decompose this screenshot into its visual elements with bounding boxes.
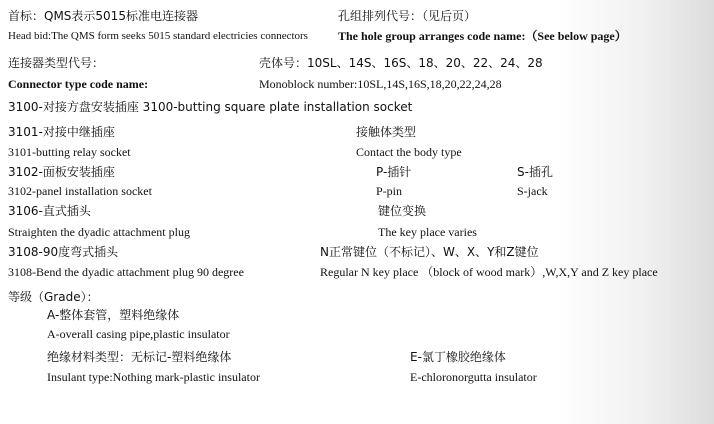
insulant-label-cn: 绝缘材料类型：无标记-塑料绝缘体 bbox=[47, 350, 232, 364]
type-3106-en: Straighten the dyadic attachment plug bbox=[8, 225, 190, 239]
key-normal-en: Regular N key place （block of wood mark）,W,X,Y and Z key place bbox=[320, 265, 658, 279]
connector-type-label-en: Connector type code name: bbox=[8, 77, 149, 91]
contact-s-en: S-jack bbox=[517, 184, 548, 198]
key-label-en: The key place varies bbox=[378, 225, 477, 239]
type-3102-en: 3102-panel installation socket bbox=[8, 184, 152, 198]
contact-s-cn: S-插孔 bbox=[517, 165, 553, 179]
shell-number-en: Monoblock number:10SL,14S,16S,18,20,22,24,28 bbox=[259, 77, 502, 91]
contact-p-cn: P-插针 bbox=[376, 165, 412, 179]
insulant-e-cn: E-氯丁橡胶绝缘体 bbox=[410, 350, 506, 364]
type-3106-cn: 3106-直式插头 bbox=[8, 204, 91, 218]
hole-group-en: The hole group arranges code name:（See below page） bbox=[338, 29, 627, 43]
shell-number-cn: 壳体号：10SL、14S、16S、18、20、22、24、28 bbox=[259, 56, 543, 70]
contact-label-en: Contact the body type bbox=[356, 145, 462, 159]
title-cn: 首标：QMS表示5015标准电连接器 bbox=[8, 9, 198, 23]
insulant-e-en: E-chloronorgutta insulator bbox=[410, 370, 537, 384]
title-en: Head bid:The QMS form seeks 5015 standard electricies connectors bbox=[8, 30, 308, 42]
type-3100: 3100-对接方盘安装插座 3100-butting square plate installation socket bbox=[8, 100, 413, 114]
grade-a-cn: A-整体套管，塑料绝缘体 bbox=[47, 308, 180, 322]
key-normal-cn: N正常键位（不标记）、W、X、Y和Z键位 bbox=[320, 245, 539, 259]
type-3101-en: 3101-butting relay socket bbox=[8, 145, 131, 159]
connector-type-label-cn: 连接器类型代号： bbox=[8, 56, 105, 70]
type-3108-cn: 3108-90度弯式插头 bbox=[8, 245, 119, 259]
key-label-cn: 键位变换 bbox=[378, 204, 427, 218]
contact-p-en: P-pin bbox=[376, 184, 403, 198]
insulant-label-en: Insulant type:Nothing mark-plastic insulator bbox=[47, 370, 260, 384]
type-3101-cn: 3101-对接中继插座 bbox=[8, 125, 115, 139]
type-3108-en: 3108-Bend the dyadic attachment plug 90 degree bbox=[8, 265, 244, 279]
hole-group-cn: 孔组排列代号：（见后页） bbox=[338, 9, 477, 23]
type-3102-cn: 3102-面板安装插座 bbox=[8, 165, 115, 179]
grade-label: 等级（Grade）： bbox=[8, 290, 99, 304]
contact-label-cn: 接触体类型 bbox=[356, 125, 417, 139]
grade-a-en: A-overall casing pipe,plastic insulator bbox=[47, 327, 230, 341]
